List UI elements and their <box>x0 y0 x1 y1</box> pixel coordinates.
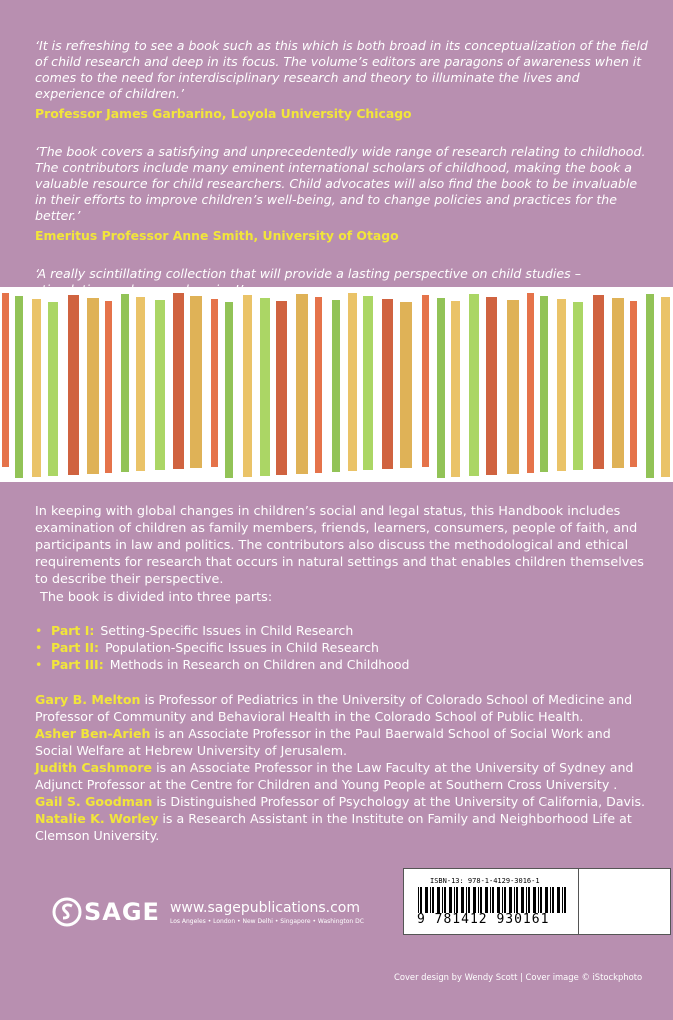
barcode-bar <box>444 887 446 913</box>
barcode-bar <box>538 887 539 913</box>
part-label: Part II: <box>51 640 100 655</box>
stripe <box>15 296 23 478</box>
barcode-bar <box>528 887 530 913</box>
stripe <box>190 296 202 468</box>
barcode-bar <box>504 887 506 913</box>
barcode-bar <box>437 887 440 913</box>
stripe <box>486 297 497 475</box>
bullet-icon: • <box>35 623 43 638</box>
stripe <box>469 294 479 476</box>
part-title: Setting-Specific Issues in Child Research <box>100 623 354 638</box>
bullet-icon: • <box>35 657 43 672</box>
stripe <box>540 296 548 472</box>
stripe <box>2 293 9 467</box>
stripe <box>557 299 566 471</box>
barcode-panel <box>403 868 671 935</box>
stripe <box>243 295 252 477</box>
stripe <box>296 294 308 474</box>
bio-text: is an Associate Professor in the Paul Baerwald School of Social Work and Social Welfare at Hebrew University of Jerusalem. <box>35 726 611 758</box>
quote-text: ‘It is refreshing to see a book such as this which is both broad in its conceptualization of the field of child research and deep in its focus. The volume’s editors are paragons of awareness when it comes to the need for interdisciplinary research and theory to illuminate the lives and experience of children.’ <box>35 38 648 101</box>
stripe-illustration <box>0 287 673 482</box>
endorsement <box>35 38 650 122</box>
stripe <box>48 302 58 476</box>
barcode-bar <box>480 887 482 913</box>
isbn-digits: 9 781412 930161 <box>417 912 550 927</box>
barcode-bar <box>497 887 500 913</box>
barcode-bar <box>550 887 551 913</box>
barcode-bar <box>466 887 467 913</box>
stripe <box>612 298 624 468</box>
publisher-url[interactable]: www.sagepublications.com <box>169 899 361 916</box>
barcode-bar <box>533 887 536 913</box>
bio-name: Asher Ben-Arieh <box>35 726 151 741</box>
list-item <box>35 639 409 656</box>
barcode-bar <box>454 887 455 913</box>
stripe <box>593 295 604 469</box>
barcode-bar <box>478 887 479 913</box>
publisher-site <box>170 900 364 925</box>
publisher-block <box>52 897 364 927</box>
part-title: Methods in Research on Children and Childhood <box>109 657 410 672</box>
barcode-bar <box>516 887 518 913</box>
parts-intro: The book is divided into three parts: <box>40 590 273 605</box>
stripe <box>211 299 218 467</box>
stripe <box>332 300 340 472</box>
barcode-bar <box>521 887 524 913</box>
barcode-bar <box>492 887 494 913</box>
stripe <box>225 302 233 478</box>
bio <box>35 725 650 759</box>
bio <box>35 691 650 725</box>
barcode-bar <box>485 887 488 913</box>
part-label: Part III: <box>51 657 104 672</box>
barcode-bar <box>540 887 542 913</box>
bio <box>35 759 650 793</box>
stripe <box>68 295 79 475</box>
stripe <box>348 293 357 471</box>
cover-credits: Cover design by Wendy Scott | Cover image © iStockphoto <box>394 972 643 982</box>
stripe <box>646 294 654 478</box>
barcode-bar <box>468 887 470 913</box>
barcode-bar <box>420 887 422 913</box>
quote-attribution: Emeritus Professor Anne Smith, University of Otago <box>35 228 399 243</box>
list-item <box>35 656 409 673</box>
stripe <box>260 298 270 476</box>
barcode-bar <box>526 887 527 913</box>
stripe <box>105 301 112 473</box>
bio-name: Gary B. Melton <box>35 692 141 707</box>
stripe <box>173 293 184 469</box>
isbn-label: ISBN-13: 978-1-4129-3016-1 <box>430 877 540 885</box>
part-label: Part I: <box>51 623 95 638</box>
barcode-bar <box>557 887 560 913</box>
sage-logo-icon <box>52 897 82 927</box>
barcode-icon <box>418 887 568 913</box>
stripe <box>32 299 41 477</box>
barcode-bar <box>473 887 476 913</box>
barcode-bar <box>545 887 548 913</box>
part-title: Population-Specific Issues in Child Research <box>105 640 379 655</box>
barcode-bar <box>425 887 428 913</box>
bio-text: is an Associate Professor in the Law Faculty at the University of Sydney and Adjunct Professor at the Centre for Children and Young People at Southern Cross University . <box>35 760 634 792</box>
stripe <box>400 302 412 468</box>
stripe <box>573 302 583 470</box>
barcode-bar <box>490 887 491 913</box>
barcode-bar <box>552 887 554 913</box>
bio <box>35 793 650 810</box>
publisher-cities: Los Angeles • London • New Delhi • Singapore • Washington DC <box>169 917 364 925</box>
stripe <box>451 301 460 477</box>
stripe <box>315 297 322 473</box>
stripe <box>661 297 670 477</box>
barcode-bar <box>456 887 458 913</box>
barcode-bar <box>461 887 464 913</box>
parts-list <box>35 622 409 673</box>
stripe <box>630 301 637 467</box>
publisher-logo: SAGE <box>84 898 160 926</box>
bio-name: Judith Cashmore <box>35 760 153 775</box>
stripe <box>382 299 393 469</box>
bio <box>35 810 650 844</box>
stripe <box>437 298 445 478</box>
bio-text: is Professor of Pediatrics in the University of Colorado School of Medicine and Professor of Community and Behavioral Health in the Colorado School of Public Health. <box>35 692 633 724</box>
bio-text: is a Research Assistant in the Institute on Family and Neighborhood Life at Clemson University. <box>35 811 632 843</box>
barcode-bar <box>514 887 515 913</box>
quote-text: ‘A really scintillating collection that will provide a lasting perspective on child studies – <box>35 266 582 281</box>
stripe <box>121 294 129 472</box>
bullet-icon: • <box>35 640 43 655</box>
list-item <box>35 622 409 639</box>
stripe <box>155 300 165 470</box>
endorsement <box>35 144 650 244</box>
stripe <box>363 296 373 470</box>
stripe <box>87 298 99 474</box>
bio-name: Natalie K. Worley <box>35 811 159 826</box>
bio-name: Gail S. Goodman <box>35 794 153 809</box>
barcode-bar <box>432 887 434 913</box>
stripe <box>507 300 519 474</box>
barcode-bar <box>562 887 563 913</box>
barcode-bar <box>564 887 566 913</box>
quote-text: ‘The book covers a satisfying and unprecedentedly wide range of research relating to childhood. The contributors include many eminent international scholars of childhood, making the book a valuable resource for child researchers. Child advocates will also find the book to be invaluable in their efforts to improve children’s well-being, and to change policies and practices for the better.’ <box>35 144 646 223</box>
barcode-bar <box>509 887 512 913</box>
bio-text: is Distinguished Professor of Psychology at the University of California, Davis. <box>152 794 646 809</box>
barcode-divider <box>578 869 579 934</box>
barcode-bar <box>449 887 452 913</box>
barcode-bar <box>430 887 431 913</box>
barcode-bar <box>502 887 503 913</box>
barcode-bar <box>418 887 419 913</box>
quote-attribution: Professor James Garbarino, Loyola University Chicago <box>35 106 412 121</box>
book-description: In keeping with global changes in children’s social and legal status, this Handbook includes examination of children as family members, friends, learners, consumers, people of faith, and participants in law and politics. The contributors also discuss the methodological and ethical requirements for research that occurs in natural settings and that enables children themselves to describe their perspective. <box>35 504 644 587</box>
barcode-bar <box>442 887 443 913</box>
stripe <box>422 295 429 467</box>
stripe <box>527 293 534 473</box>
stripe <box>276 301 287 475</box>
stripe <box>136 297 145 471</box>
stripe-artwork <box>0 287 673 482</box>
editor-bios <box>35 691 650 844</box>
